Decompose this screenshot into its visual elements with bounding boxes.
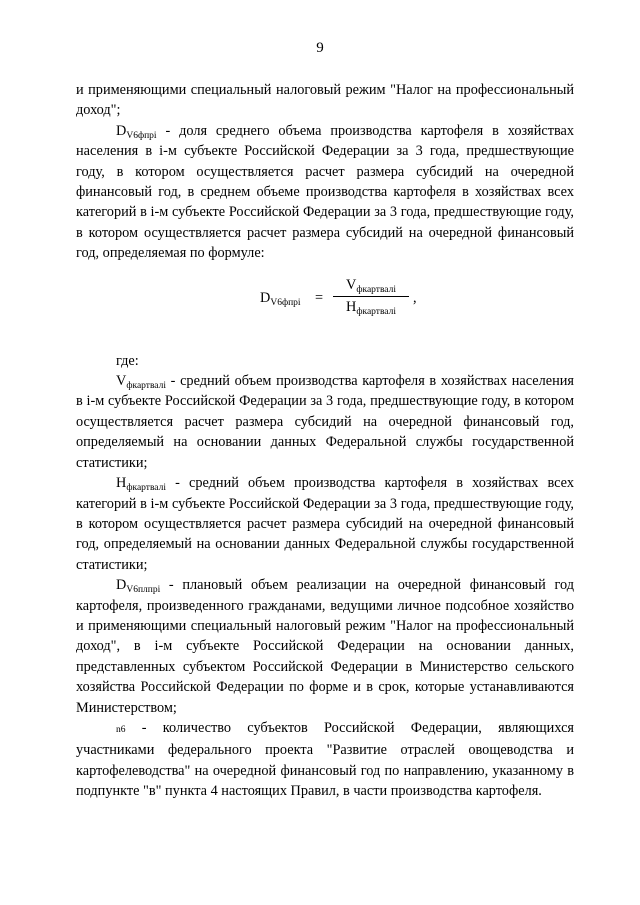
- paragraph-share-definition: [76, 121, 574, 264]
- paragraph-text: - количество субъектов Российской Федерации, являющихся участниками федерального проекта "Развитие отраслей овощеводства и картофелеводства" на очередной финансовый год по направлению, указанному в подпункте "в" пункта 4 настоящих Правил, в части производства картофеля.: [76, 719, 574, 800]
- paragraph-n6-definition: [76, 718, 574, 802]
- formula: [76, 276, 574, 328]
- formula-denominator: $H_{фкартвалi}$: [346, 298, 396, 317]
- formula-comma: ,: [413, 289, 417, 306]
- paragraph-plan-definition: [76, 575, 574, 718]
- paragraph-text: - доля среднего объема производства картофеля в хозяйствах населения в i-м субъекте Российской Федерации за 3 года, предшествующие году, в котором осуществляется расчет размера субсидий на очередной финансовый год, в среднем объеме производства картофеля в хозяйствах всех категорий в i-м субъекте Российской Федерации за 3 года, предшествующие году, в котором осуществляется расчет размера субсидий на очередной финансовый год, определяемая по формуле:: [76, 122, 574, 262]
- paragraph-v-definition: [76, 371, 574, 473]
- paragraph-h-definition: [76, 473, 574, 575]
- formula-fraction: [331, 276, 411, 316]
- formula-numerator: $V_{фкартвалi}$: [346, 276, 396, 295]
- paragraph-text: - плановый объем реализации на очередной финансовый год картофеля, произведенного гражданами, ведущими личное подсобное хозяйство и применяющими специальный налоговый режим "Налог на профессиональный доход", в i-м субъекте Российской Федерации на основании данных, представленных субъектом Российской Федерации в Министерство сельского хозяйства Российской Федерации по форме и в срок, которые устанавливаются Министерством;: [76, 577, 574, 716]
- paragraph-text: - средний объем производства картофеля в хозяйствах всех категорий в i-м субъекте Российской Федерации за 3 года, предшествующие году, в котором осуществляется расчет размера субсидий на очередной финансовый год, определяемый на основании данных Федеральной службы государственной статистики;: [76, 475, 574, 573]
- formula-lhs: $D_{V6фпрi}$: [260, 289, 301, 308]
- symbol-d-v6plpri: $D_{V6плпрi}$: [116, 577, 161, 596]
- fraction-bar: [333, 296, 409, 297]
- symbol-h-fkartvali: $H_{фкартвалi}$: [116, 475, 166, 494]
- symbol-v-fkartvali: $V_{фкартвалi}$: [116, 373, 166, 392]
- symbol-n6: n6: [116, 724, 126, 735]
- paragraph-text: - средний объем производства картофеля в хозяйствах населения в i-м субъекте Российской Федерации за 3 года, предшествующие году, в котором осуществляется расчет размера субсидий на очередной финансовый год, определяемый на основании данных Федеральной службы государственной статистики;: [76, 373, 574, 471]
- page-number: 9: [316, 40, 324, 56]
- page-body: [76, 80, 574, 802]
- where-label: где:: [116, 352, 139, 369]
- formula-equals: =: [315, 289, 324, 306]
- paragraph-continuation: и применяющими специальный налоговый режим "Налог на профессиональный доход";: [76, 82, 574, 119]
- symbol-d-v6fpri: $D_{V6фпрi}$: [116, 122, 157, 141]
